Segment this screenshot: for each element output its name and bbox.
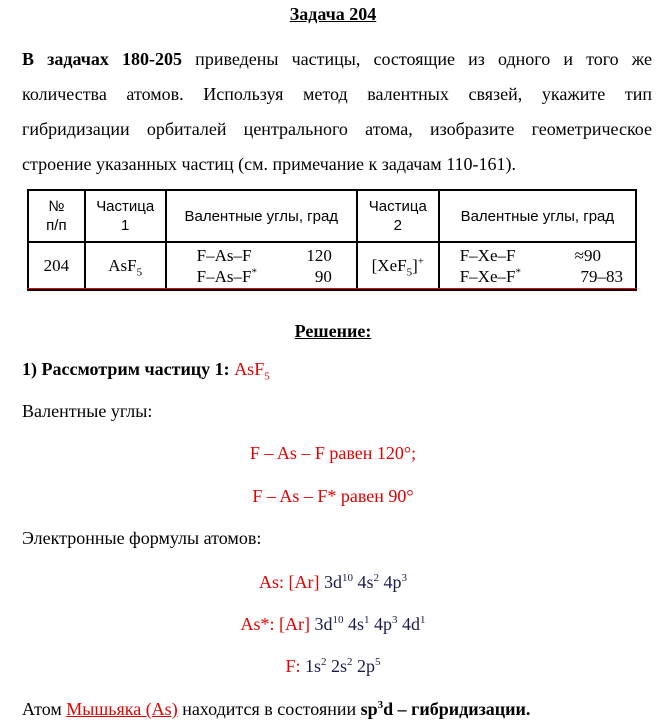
angle-line-1: F – As – F равен 120°; — [249, 443, 417, 463]
step-1-particle: AsF$_5$ — [234, 359, 270, 383]
header-number: № п/п — [28, 190, 85, 242]
cell-angles-1: F–As–F 120 F–As–F* 90 — [166, 242, 357, 290]
page-title: Задача 204 — [289, 4, 377, 24]
angle-line-2: F – As – F* равен 90° — [252, 486, 414, 506]
econf-heading: Электронные формулы атомов: — [22, 528, 262, 548]
econf-as: As: [Ar] $3d^{10}$ $4s^2$ $4p^3$ — [258, 572, 407, 592]
step-1-heading: 1) Рассмотрим частицу 1: AsF$_5$ — [22, 359, 270, 383]
header-particle-2: Частица 2 — [357, 190, 439, 242]
problem-statement — [22, 42, 652, 182]
element-name: Мышьяка (As) — [66, 699, 178, 719]
cell-number: 204 — [28, 242, 85, 290]
cell-particle-1: AsF$_5$ — [85, 242, 166, 290]
table-row — [28, 242, 636, 290]
cell-angles-2: F–Xe–F ≈90 F–Xe–F* 79–83 — [439, 242, 636, 290]
particles-table — [27, 189, 637, 291]
econf-f: F: $1s^2$ $2s^2$ $2p^5$ — [285, 656, 381, 676]
table-header-row — [28, 190, 636, 242]
hybridization-statement: Атом Мышьяка (As) находится в состоянии $sp^3d$ – гибридизации. — [22, 699, 531, 719]
angles-heading: Валентные углы: — [22, 401, 153, 421]
problem-range: В задачах 180-205 — [22, 49, 183, 69]
header-angles-1: Валентные углы, град — [166, 190, 357, 242]
spellcheck-underline — [27, 288, 637, 289]
header-particle-1: Частица 1 — [85, 190, 166, 242]
problem-text: приведены частицы, состоящие из одного и того же количества атомов. Используя метод валентных связей, укажите тип гибридизации орбиталей центрального атома, изобразите геометрическое строение указанных частиц (см. примечание к задачам 110-161). — [22, 49, 652, 174]
econf-as-excited: As*: [Ar] $3d^{10}$ $4s^1$ $4p^3$ $4d^1$ — [240, 614, 426, 634]
solution-heading: Решение: — [294, 321, 372, 341]
header-angles-2: Валентные углы, град — [439, 190, 636, 242]
cell-particle-2: [XeF$_5$]+ — [357, 242, 439, 290]
